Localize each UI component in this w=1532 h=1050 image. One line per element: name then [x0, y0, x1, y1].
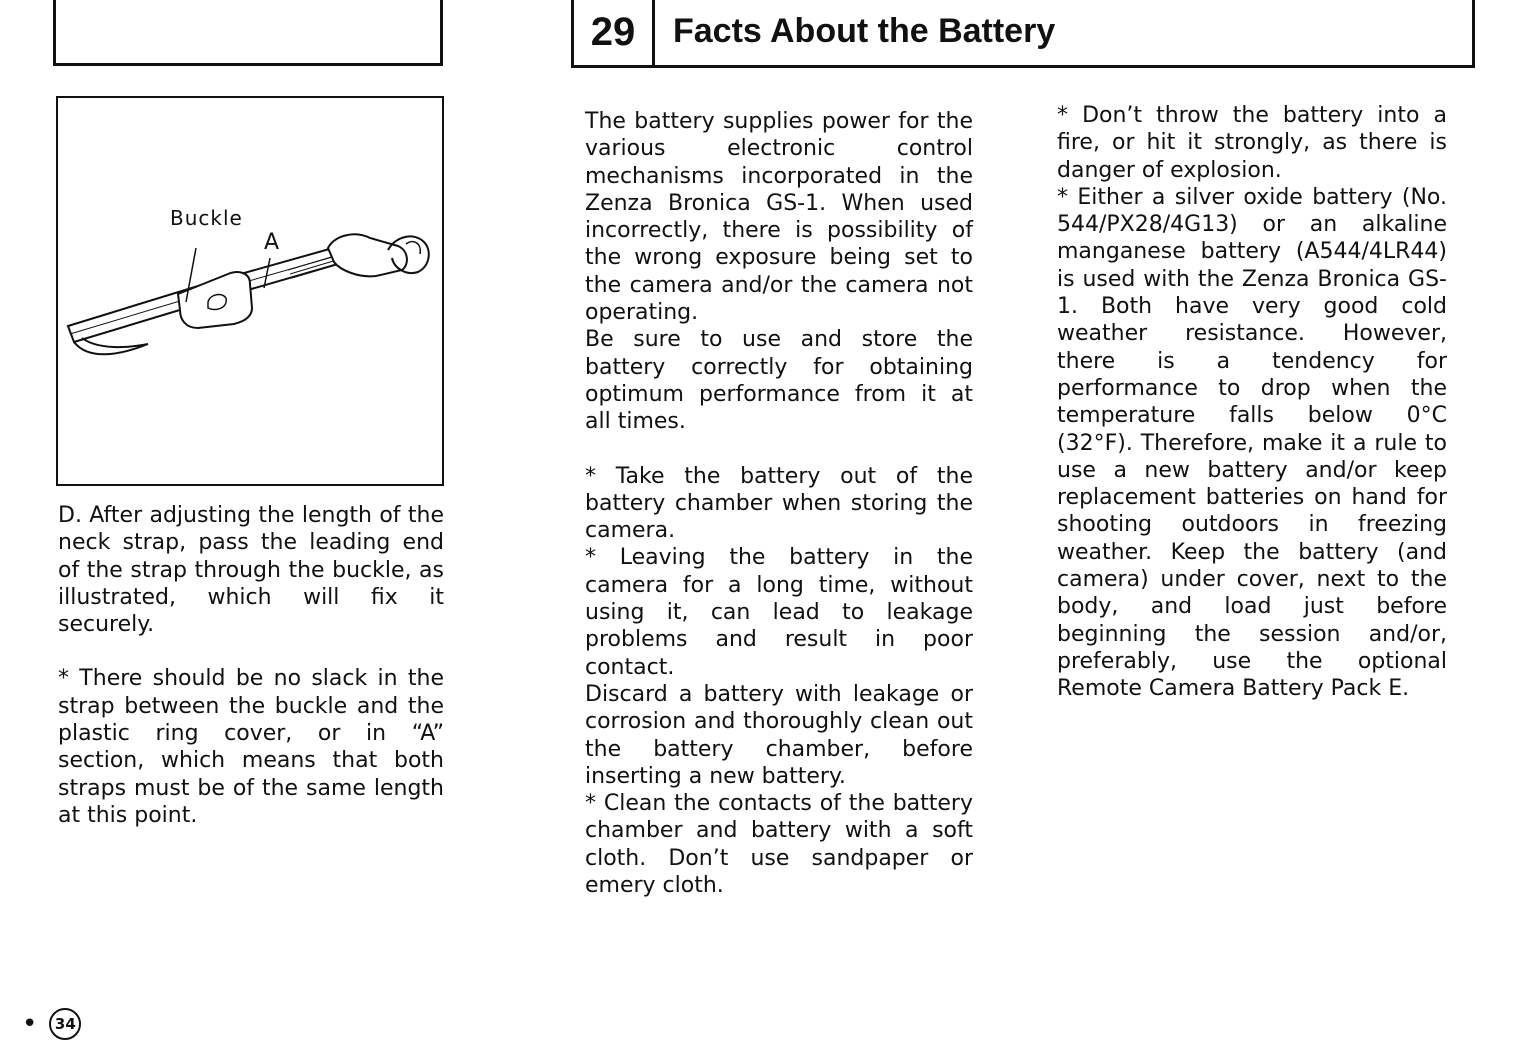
- usage-paragraph: Be sure to use and store the battery correctly for obtaining optimum performance from it at all times.: [585, 327, 973, 435]
- blank-header-box: [53, 0, 443, 66]
- strap-ring-inner: [406, 242, 420, 254]
- clean-contacts-note: * Clean the contacts of the battery chamber and battery with a soft cloth. Don’t use sandpaper or emery cloth.: [585, 791, 973, 899]
- strap-buckle-drawing: [58, 98, 442, 484]
- buckle-label: Buckle: [170, 206, 243, 230]
- discard-paragraph: Discard a battery with leakage or corrosion and thoroughly clean out the battery chamber, before inserting a new battery.: [585, 681, 973, 789]
- step-d-paragraph: D. After adjusting the length of the neck strap, pass the leading end of the strap through the buckle, as illustrated, which will fix it securely.: [58, 503, 444, 638]
- footer-bullet: •: [22, 1009, 38, 1039]
- page-number: 34: [49, 1008, 81, 1040]
- chapter-title: Facts About the Battery: [673, 12, 1056, 50]
- battery-type-note: * Either a silver oxide battery (No. 544/PX28/4G13) or an alkaline manganese battery (A544/4LR44) is used with the Zenza Bronica GS-1. Both have very good cold weather resistance. However, there is a tendency for performance to drop when the temperature falls below 0°C (32°F). Therefore, make it a rule to use a new battery and/or keep replacement batteries on hand for shooting outdoors in freezing weather. Keep the battery (and camera) under cover, next to the body, and load just before beginning the session and/or, preferably, use the optional Remote Camera Battery Pack E.: [1057, 184, 1447, 702]
- neck-strap-illustration: [56, 96, 444, 486]
- section-a-label: A: [264, 230, 280, 255]
- storage-note: * Take the battery out of the battery chamber when storing the camera.: [585, 463, 973, 544]
- chapter-number: 29: [574, 0, 655, 65]
- page-footer: [22, 1008, 81, 1040]
- intro-paragraph: The battery supplies power for the various electronic control mechanisms incorporated in the Zenza Bronica GS-1. When used incorrectly, there is possibility of the wrong exposure being set to the camera and/or the camera not operating.: [585, 109, 973, 326]
- strap-loop: [74, 338, 148, 354]
- buckle-slot: [208, 295, 226, 310]
- leakage-note: * Leaving the battery in the camera for a long time, without using it, can lead to leakage problems and result in poor contact.: [585, 545, 973, 680]
- chapter-header: [571, 0, 1475, 68]
- middle-column-text: [585, 108, 973, 899]
- right-column-text: [1057, 102, 1447, 703]
- explosion-note: * Don’t throw the battery into a fire, or hit it strongly, as there is danger of explosion.: [1057, 103, 1447, 183]
- left-column-text: [58, 502, 444, 829]
- slack-note-paragraph: * There should be no slack in the strap between the buckle and the plastic ring cover, or in “A” section, which means that both straps must be of the same length at this point.: [58, 666, 444, 828]
